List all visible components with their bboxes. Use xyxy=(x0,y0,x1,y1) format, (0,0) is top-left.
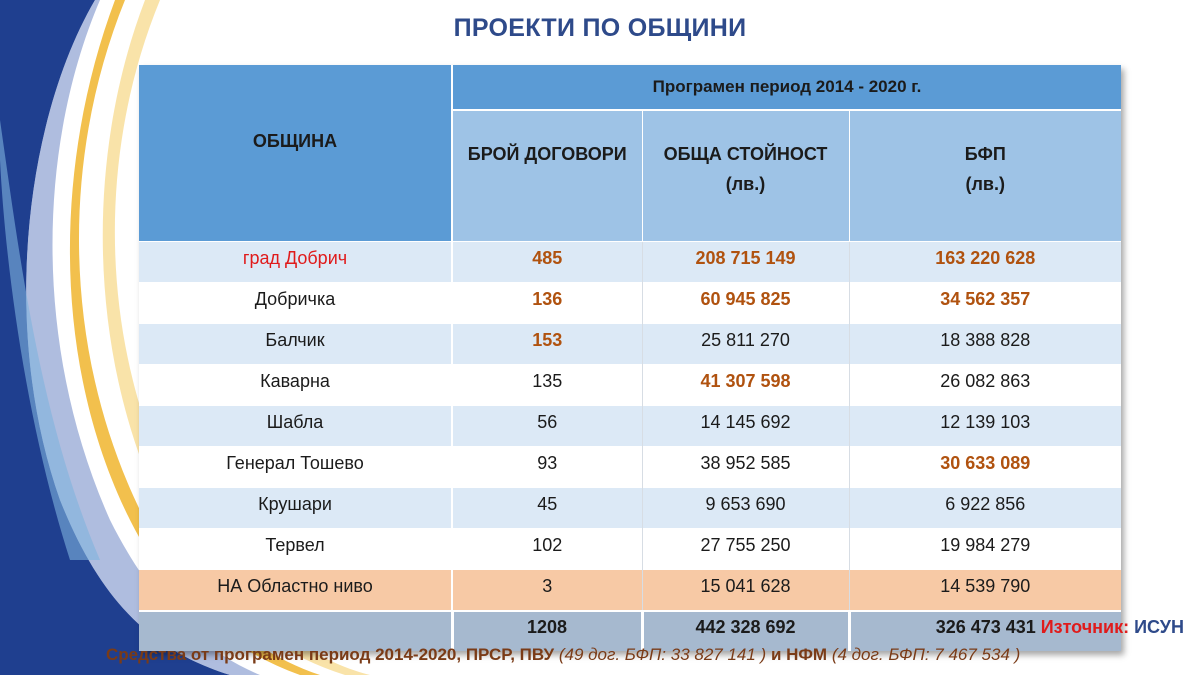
efp-value: 6 922 856 xyxy=(849,488,1121,529)
source-label: Източник xyxy=(1040,617,1124,637)
municipality-name: Добричка xyxy=(139,283,452,324)
header-efp-unit: (лв.) xyxy=(965,174,1005,194)
table-row xyxy=(139,488,1121,529)
projects-table xyxy=(139,65,1124,651)
header-efp xyxy=(849,110,1121,242)
header-total-value-unit: (лв.) xyxy=(725,174,766,194)
header-efp-label: БФП xyxy=(964,144,1006,164)
footnote-part-4: (4 дог. БФП: 7 467 534 ) xyxy=(831,645,1021,664)
contracts-count: 45 xyxy=(452,488,642,529)
source-colon: : xyxy=(1123,617,1135,637)
footnote xyxy=(106,645,1196,665)
total-value: 38 952 585 xyxy=(642,447,849,488)
totals-total-value: 442 328 692 xyxy=(642,611,849,651)
table-row xyxy=(139,365,1121,406)
efp-value: 14 539 790 xyxy=(849,570,1121,612)
municipality-name: Шабла xyxy=(139,406,452,447)
header-total-value-label: ОБЩА СТОЙНОСТ xyxy=(663,144,828,164)
total-value: 15 041 628 xyxy=(642,570,849,612)
page-title: ПРОЕКТИ ПО ОБЩИНИ xyxy=(453,14,747,42)
footnote-part-2: (49 дог. БФП: 33 827 141 ) xyxy=(558,645,767,664)
contracts-count: 56 xyxy=(452,406,642,447)
total-value: 27 755 250 xyxy=(642,529,849,570)
efp-value: 163 220 628 xyxy=(849,242,1121,283)
table-row xyxy=(139,283,1121,324)
municipality-name: Генерал Тошево xyxy=(139,447,452,488)
total-value: 41 307 598 xyxy=(642,365,849,406)
totals-contracts: 1208 xyxy=(452,611,642,651)
header-total-value xyxy=(642,110,849,242)
total-value: 25 811 270 xyxy=(642,324,849,365)
source-value: ИСУН xyxy=(1134,617,1184,637)
efp-value: 18 388 828 xyxy=(849,324,1121,365)
table-row xyxy=(139,324,1121,365)
table-row xyxy=(139,242,1121,283)
contracts-count: 3 xyxy=(452,570,642,612)
contracts-count: 153 xyxy=(452,324,642,365)
source-note xyxy=(1041,617,1184,638)
municipality-name: НА Областно ниво xyxy=(139,570,452,612)
municipality-name: Балчик xyxy=(139,324,452,365)
efp-value: 30 633 089 xyxy=(849,447,1121,488)
municipality-name: град Добрич xyxy=(139,242,452,283)
efp-value: 12 139 103 xyxy=(849,406,1121,447)
total-value: 9 653 690 xyxy=(642,488,849,529)
contracts-count: 102 xyxy=(452,529,642,570)
efp-value: 19 984 279 xyxy=(849,529,1121,570)
municipality-name: Каварна xyxy=(139,365,452,406)
total-value: 60 945 825 xyxy=(642,283,849,324)
municipality-name: Тервел xyxy=(139,529,452,570)
municipality-name: Крушари xyxy=(139,488,452,529)
efp-value: 34 562 357 xyxy=(849,283,1121,324)
table-row xyxy=(139,406,1121,447)
total-value: 14 145 692 xyxy=(642,406,849,447)
header-program-period: Програмен период 2014 - 2020 г. xyxy=(452,65,1121,110)
header-municipality: ОБЩИНА xyxy=(139,65,452,242)
contracts-count: 93 xyxy=(452,447,642,488)
contracts-count: 136 xyxy=(452,283,642,324)
efp-value: 26 082 863 xyxy=(849,365,1121,406)
table-row xyxy=(139,570,1121,612)
header-contracts-label: БРОЙ ДОГОВОРИ xyxy=(467,144,627,164)
footnote-part-1: Средства от програмен период 2014-2020, ПРСР, ПВУ xyxy=(106,645,559,664)
table-row xyxy=(139,529,1121,570)
table-row xyxy=(139,447,1121,488)
header-contracts xyxy=(452,110,642,242)
total-value: 208 715 149 xyxy=(642,242,849,283)
contracts-count: 485 xyxy=(452,242,642,283)
contracts-count: 135 xyxy=(452,365,642,406)
footnote-part-3: и НФМ xyxy=(766,645,832,664)
totals-efp: 326 473 431 xyxy=(849,611,1121,651)
